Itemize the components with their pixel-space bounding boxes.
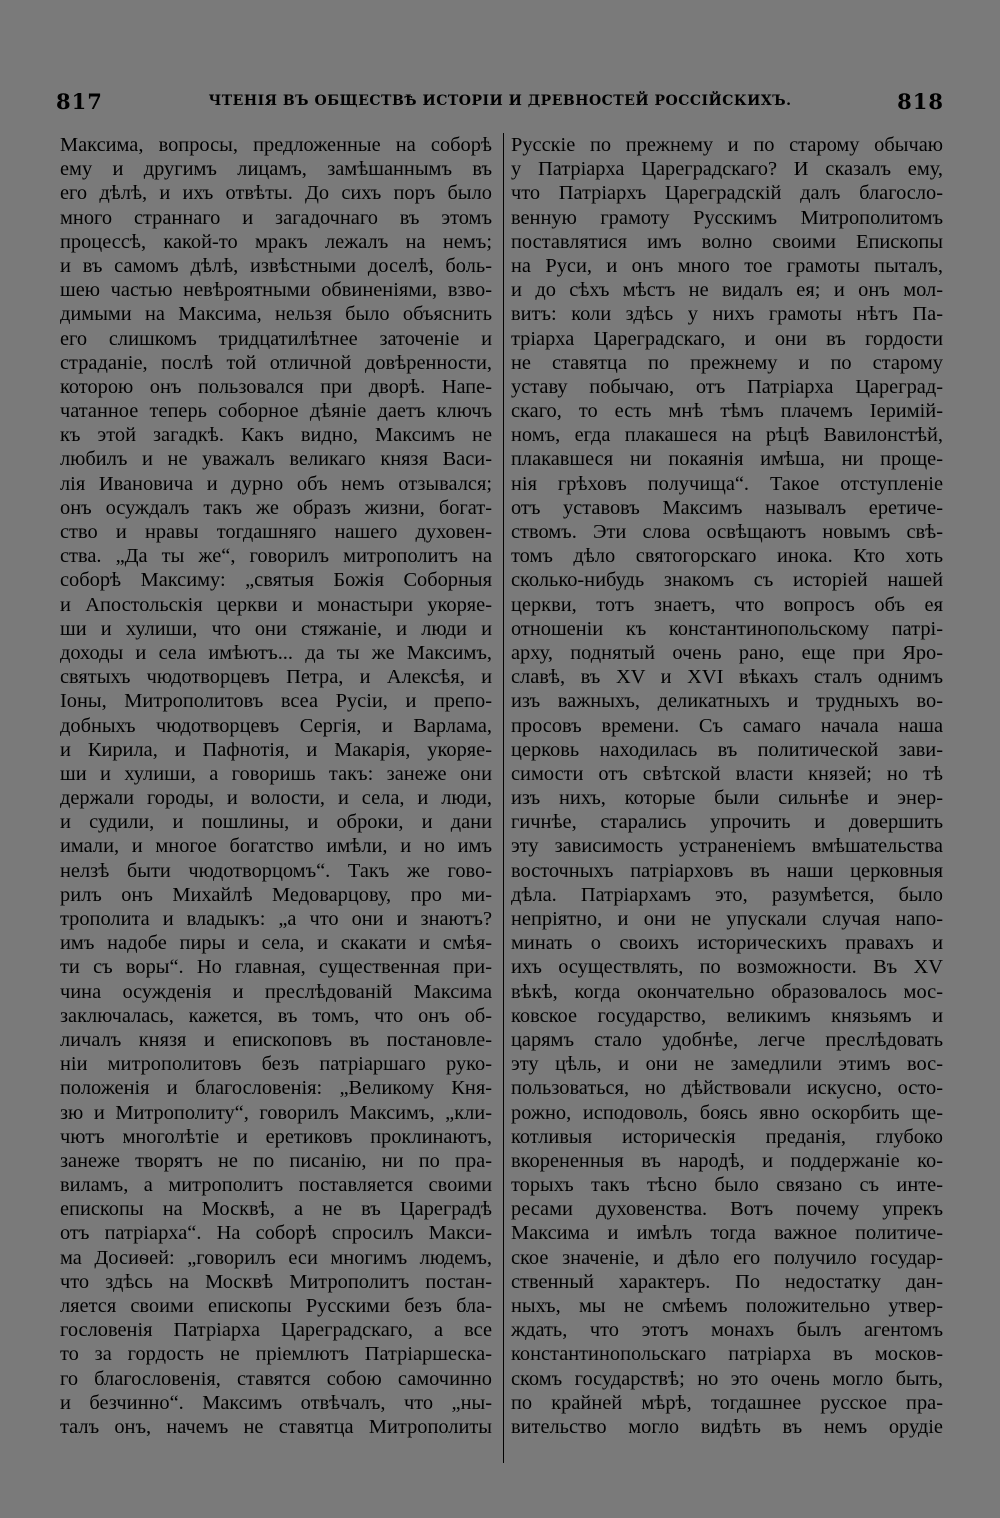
text-line: симости отъ свѣтской власти князей; но тѣ — [511, 762, 943, 785]
text-line: гословенія Патріарха Цареградскаго, а все — [60, 1319, 492, 1342]
text-line: ляется своими епископы Русскими безъ бла- — [60, 1295, 492, 1317]
text-line: сколько-нибудь знакомъ съ исторіей нашей — [511, 569, 943, 592]
text-line: процессѣ, какой-то мракъ лежалъ на немъ; — [60, 230, 492, 253]
text-line: ресами духовенства. Вотъ почему упрекъ — [511, 1198, 943, 1221]
text-line: добныхъ чюдотворцевъ Сергія, и Варлама, — [60, 714, 492, 737]
text-line: ти съ воры“. Но главная, существенная при- — [60, 956, 492, 979]
text-line: торыхъ такъ тѣсно было связано съ инте- — [511, 1174, 943, 1197]
text-line: занеже творятъ не по писанію, ни по пра- — [60, 1149, 492, 1172]
text-line: константинопольскаго патріарха въ москов- — [511, 1343, 943, 1366]
text-line: Іоны, Митрополитовъ всеа Русіи, и препо- — [60, 690, 492, 713]
text-line: плакавшеся ни покаянія имѣша, ни проще- — [511, 448, 943, 471]
text-line: арху, поднятый очень рано, еще при Яро- — [511, 641, 943, 664]
text-line: у Патріарха Цареградскаго? И сказалъ ему, — [511, 158, 943, 181]
text-line: гичнѣе, старались упрочить и довершить — [511, 811, 943, 834]
text-line: ему и другимъ лицамъ, замѣшаннымъ въ — [60, 158, 492, 181]
text-line: ственный характеръ. По недостатку дан- — [511, 1270, 943, 1293]
text-line: любилъ и не уважалъ великаго князя Васи- — [60, 448, 492, 471]
text-line: витъ: коли здѣсь у нихъ грамоты нѣтъ Па- — [511, 303, 943, 326]
text-line: его слишкомъ тридцатилѣтнее заточеніе и — [60, 327, 492, 350]
text-line: изъ важныхъ, деликатныхъ и трудныхъ во- — [511, 690, 943, 713]
text-line: славѣ, въ XV и XVI вѣкахъ сталъ однимъ — [511, 666, 943, 689]
text-line: лія Ивановича и дурно объ немъ отзывался; — [60, 472, 492, 495]
text-line: нія грѣховъ получища“. Такое отступленіе — [511, 472, 943, 495]
text-line: къ этой загадкѣ. Какъ видно, Максимъ не — [60, 424, 492, 447]
text-line: отношеніи къ константинопольскому патрі- — [511, 617, 943, 640]
text-line: чина осужденія и преслѣдованій Максима — [60, 980, 492, 1003]
text-line: царямъ стало удобнѣе, легче преслѣдовать — [511, 1028, 943, 1051]
text-line: ствомъ. Эти слова освѣщаютъ новымъ свѣ- — [511, 521, 943, 543]
text-line: то за гордость не пріемлютъ Патріаршеска- — [60, 1343, 492, 1366]
text-line: отъ уставовъ Максимъ называлъ еретичe- — [511, 496, 943, 519]
text-line: ихъ осуществлять, по возможности. Въ XV — [511, 956, 943, 979]
text-line: ши и хулиши, а говоришь такъ: занеже они — [60, 762, 492, 785]
text-line: чатанное теперь соборное дѣяніе даетъ ключъ — [60, 400, 492, 423]
text-line: и безчинно“. Максимъ отвѣчалъ, что „ны- — [60, 1391, 492, 1414]
text-line: ши и хулиши, что они стяжаніе, и люди и — [60, 617, 492, 640]
text-line: котливыя историческія преданія, глубоко — [511, 1125, 943, 1148]
text-line: номъ, егда плакашеся на рѣцѣ Вавилонстѣй, — [511, 424, 943, 447]
text-line: ныхъ, мы не смѣемъ положительно утвер- — [511, 1295, 943, 1317]
text-line: чютъ многолѣтіе и еретиковъ проклинаютъ, — [60, 1125, 492, 1148]
text-line: и до сѣхъ мѣстъ не видалъ ея; и онъ мол- — [511, 279, 943, 302]
text-line: страданіе, послѣ той отличной довѣренности, — [60, 351, 492, 374]
text-line: что здѣсь на Москвѣ Митрополитъ постан- — [60, 1270, 492, 1293]
text-line: изъ нихъ, которые были сильнѣе и энер- — [511, 787, 943, 810]
text-line: пользоваться, но дѣйствовали искусно, осто- — [511, 1077, 943, 1100]
text-line: личалъ князя и епископовъ въ постановле- — [60, 1028, 492, 1051]
text-line: го благословенія, ставятся собою самочинно — [60, 1367, 492, 1390]
text-line: димыми на Максима, нельзя было объяснить — [60, 303, 492, 326]
text-line: непріятно, и они не упускали случая напо- — [511, 908, 943, 930]
text-line: онъ осуждалъ такъ же образъ жизни, богат- — [60, 496, 492, 519]
text-line: положенія и благословенія: „Великому Кня- — [60, 1077, 492, 1100]
text-line: поставлятися имъ волно своими Епископы — [511, 230, 943, 253]
text-line: по крайней мѣрѣ, тогдашнее русское пра- — [511, 1391, 943, 1414]
text-line: дѣла. Патріархамъ это, разумѣется, было — [511, 883, 943, 906]
page-header — [56, 86, 944, 116]
text-line: имали, и многое богатство имѣли, и но имъ — [60, 835, 492, 858]
text-line: трополита и владыкъ: „а что они и знаютъ? — [60, 908, 492, 930]
text-line: ство и нравы тогдашняго нашего духовен- — [60, 521, 492, 543]
text-line: эту цѣль, и они не замедлили этимъ вос- — [511, 1053, 943, 1076]
text-line: талъ онъ, начемъ не ставятца Митрополиты — [60, 1415, 492, 1438]
text-line: рожно, исподоволь, боясь явно оскорбить ще- — [511, 1101, 943, 1124]
text-line: эту зависимость устраненіемъ вмѣшательства — [511, 835, 943, 858]
text-line: Максима и имѣлъ тогда важное политиче- — [511, 1222, 943, 1245]
text-line: его дѣлѣ, и ихъ отвѣты. До сихъ поръ было — [60, 182, 492, 205]
text-line: скаго, то есть мнѣ тѣмъ плачемъ Іеримій- — [511, 400, 943, 423]
column-divider — [503, 133, 504, 1463]
left-text-column — [60, 133, 492, 1439]
text-line: которою онъ пользовался при дворѣ. Напе- — [60, 375, 492, 398]
text-line: Максима, вопросы, предложенные на соборѣ — [60, 134, 492, 156]
text-line: не ставятца по прежнему и по старому — [511, 351, 943, 374]
text-line: церковь находилась въ политической зави- — [511, 738, 943, 761]
text-line: зю и Митрополиту“, говорилъ Максимъ, „кли- — [60, 1101, 492, 1124]
text-line: вительство могло видѣть въ немъ орудіе — [511, 1415, 943, 1438]
text-line: минать о своихъ историческихъ правахъ и — [511, 932, 943, 955]
text-line: епископы на Москвѣ, а не въ Цареградѣ — [60, 1198, 492, 1221]
text-line: много страннаго и загадочнаго въ этомъ — [60, 206, 492, 229]
text-line: ское значеніе, и дѣло его получило государ- — [511, 1246, 943, 1269]
text-line: и Апостольскія церкви и монастыри укоряе- — [60, 593, 492, 616]
text-line: нелзѣ быти чюдотворцомъ“. Такъ же гово- — [60, 859, 492, 882]
right-text-column — [511, 133, 943, 1439]
text-line: ждать, что этотъ монахъ былъ агентомъ — [511, 1319, 943, 1342]
text-line: уставу побычаю, отъ Патріарха Цареград- — [511, 375, 943, 398]
text-line: на Руси, и онъ много тое грамоты пыталъ, — [511, 254, 943, 277]
text-line: и въ самомъ дѣлѣ, извѣстными доселѣ, боль- — [60, 254, 492, 277]
text-line: рилъ онъ Михайлѣ Медоварцову, про ми- — [60, 883, 492, 906]
text-line: ніи митрополитовъ безъ патріаршаго руко- — [60, 1053, 492, 1076]
text-line: томъ дѣло святогорскаго инока. Кто хоть — [511, 545, 943, 568]
text-line: и судили, и пошлины, и оброки, и дани — [60, 811, 492, 834]
text-line: ковское государство, великимъ князьямъ и — [511, 1004, 943, 1027]
text-line: ма Досиѳей: „говорилъ еси многимъ людемъ, — [60, 1246, 492, 1269]
text-line: ства. „Да ты же“, говорилъ митрополитъ на — [60, 545, 492, 568]
text-line: доходы и села имѣютъ... да ты же Максимъ, — [60, 641, 492, 664]
text-line: просовъ времени. Съ самаго начала наша — [511, 714, 943, 737]
text-line: что Патріархъ Цареградскій далъ благосло- — [511, 182, 943, 205]
text-line: имъ надобе пиры и села, и скакати и смѣя- — [60, 932, 492, 955]
text-line: скомъ государствѣ; но это очень могло быть, — [511, 1367, 943, 1390]
text-line: и Кирила, и Пафнотія, и Макарія, укоряе- — [60, 738, 492, 761]
text-line: отъ патріарха“. На соборѣ спросилъ Макси- — [60, 1222, 492, 1245]
text-line: заключалась, кажется, въ томъ, что онъ об- — [60, 1004, 492, 1027]
page-number-left: 817 — [56, 88, 103, 114]
text-line: соборѣ Максиму: „святыя Божія Соборныя — [60, 569, 492, 592]
text-line: восточныхъ патріарховъ въ наши церковныя — [511, 859, 943, 882]
text-line: шею частью невѣроятными обвиненіями, взво- — [60, 279, 492, 302]
text-line: тріарха Цареградскаго, и они въ гордости — [511, 327, 943, 350]
text-line: вѣкѣ, когда окончательно образовалось мос- — [511, 980, 943, 1003]
text-line: венную грамоту Русскимъ Митрополитомъ — [511, 206, 943, 229]
page-number-right: 818 — [897, 88, 944, 114]
text-line: вкорененныя въ народѣ, и поддержаніе ко- — [511, 1149, 943, 1172]
text-line: виламъ, а митрополитъ поставляется своими — [60, 1174, 492, 1197]
text-line: святыхъ чюдотворцевъ Петра, и Алексѣя, и — [60, 666, 492, 689]
text-line: Русскіе по прежнему и по старому обычаю — [511, 134, 943, 156]
running-title: ЧТЕНІЯ ВЪ ОБЩЕСТВѢ ИСТОРІИ И ДРЕВНОСТЕЙ РОССІЙСКИХЪ. — [208, 93, 792, 109]
text-line: церкви, тотъ знаетъ, что вопросъ объ ея — [511, 593, 943, 616]
text-line: держали городы, и волости, и села, и люди, — [60, 787, 492, 810]
